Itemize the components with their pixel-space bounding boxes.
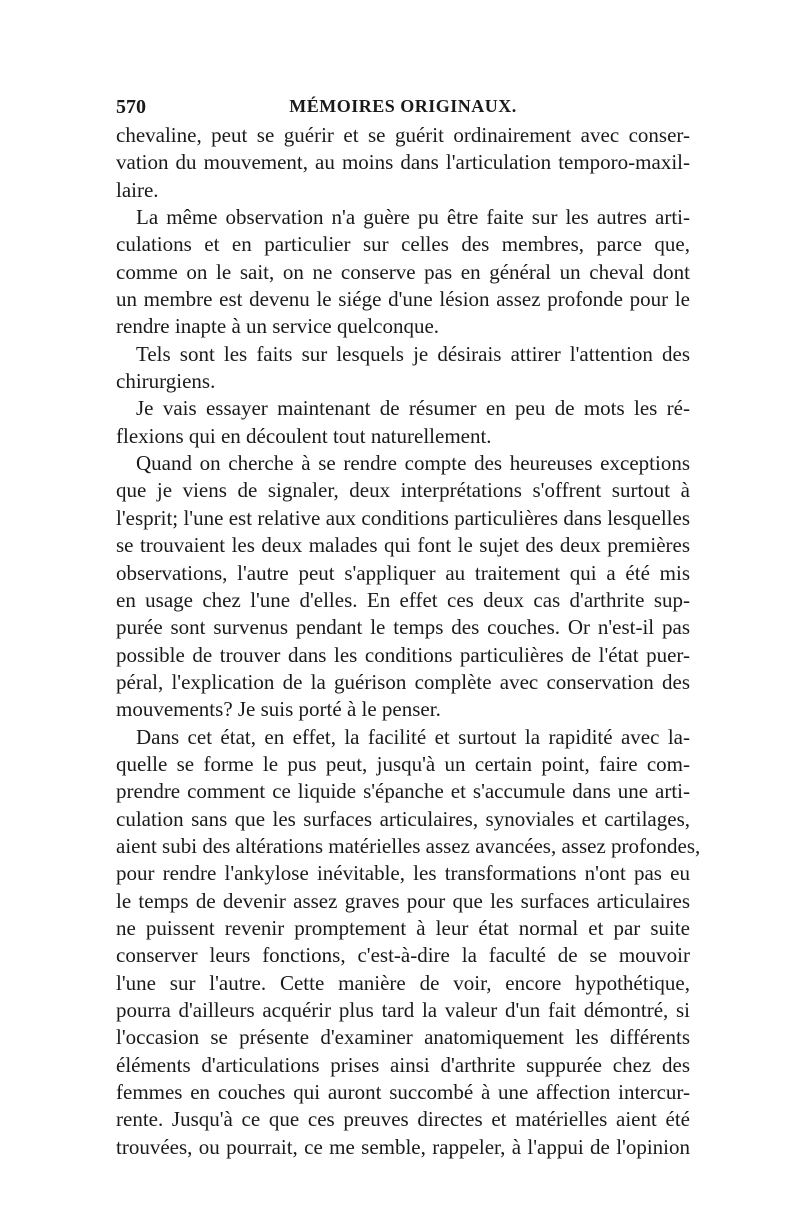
text-line: mouvements? Je suis porté à le penser. xyxy=(116,697,441,722)
text-line: vation du mouvement, au moins dans l'articulation temporo-maxil- xyxy=(116,150,690,175)
text-line: que je viens de signaler, deux interprétations s'offrent surtout à xyxy=(116,478,690,503)
text-line: Tels sont les faits sur lesquels je désirais attirer l'attention des xyxy=(136,341,690,366)
page-number: 570 xyxy=(116,96,146,118)
text-line: trouvées, ou pourrait, ce me semble, rappeler, à l'appui de l'opinion xyxy=(116,1134,690,1159)
text-line: péral, l'explication de la guérison complète avec conservation des xyxy=(116,669,690,694)
text-line: culations et en particulier sur celles des membres, parce que, xyxy=(116,232,690,257)
text-line: comme on le sait, on ne conserve pas en général un cheval dont xyxy=(116,259,690,284)
text-line: l'une sur l'autre. Cette manière de voir, encore hypothétique, xyxy=(116,970,690,995)
text-line: éléments d'articulations prises ainsi d'arthrite suppurée chez des xyxy=(116,1052,690,1077)
text-line: chirurgiens. xyxy=(116,369,216,394)
text-line: prendre comment ce liquide s'épanche et s'accumule dans une arti- xyxy=(116,779,690,804)
text-line: possible de trouver dans les conditions particulières de l'état puer- xyxy=(116,642,690,667)
text-line: le temps de devenir assez graves pour que les surfaces articulaires xyxy=(116,888,690,913)
text-line: laire. xyxy=(116,177,159,202)
text-line: rente. Jusqu'à ce que ces preuves directes et matérielles aient été xyxy=(116,1107,690,1132)
text-line: La même observation n'a guère pu être faite sur les autres arti- xyxy=(136,205,690,230)
text-line: aient subi des altérations matérielles assez avancées, assez profondes, xyxy=(116,833,701,858)
text-line: observations, l'autre peut s'appliquer au traitement qui a été mis xyxy=(116,560,690,585)
text-line: un membre est devenu le siége d'une lésion assez profonde pour le xyxy=(116,287,690,312)
text-line: se trouvaient les deux malades qui font le sujet des deux premières xyxy=(116,533,690,558)
text-line: culation sans que les surfaces articulaires, synoviales et cartilages, xyxy=(116,806,690,831)
text-line: femmes en couches qui auront succombé à une affection intercur- xyxy=(116,1080,690,1105)
text-line: ne puissent revenir promptement à leur état normal et par suite xyxy=(116,915,690,940)
text-line: flexions qui en découlent tout naturellement. xyxy=(116,423,492,448)
text-line: chevaline, peut se guérir et se guérit ordinairement avec conser- xyxy=(116,123,690,147)
text-line: en usage chez l'une d'elles. En effet ces deux cas d'arthrite sup- xyxy=(116,587,690,612)
text-line: Dans cet état, en effet, la facilité et surtout la rapidité avec la- xyxy=(136,724,690,749)
text-line: pourra d'ailleurs acquérir plus tard la valeur d'un fait démontré, si xyxy=(116,998,690,1022)
text-line: rendre inapte à un service quelconque. xyxy=(116,314,440,339)
text-line: quelle se forme le pus peut, jusqu'à un certain point, faire com- xyxy=(116,751,690,776)
body-text xyxy=(116,122,701,1161)
text-line: Je vais essayer maintenant de résumer en peu de mots les ré- xyxy=(136,396,690,421)
text-line: purée sont survenus pendant le temps des couches. Or n'est-il pas xyxy=(116,615,690,640)
text-line: pour rendre l'ankylose inévitable, les transformations n'ont pas eu xyxy=(116,861,690,886)
text-line: l'esprit; l'une est relative aux conditions particulières dans lesquelles xyxy=(116,505,690,530)
text-line: Quand on cherche à se rendre compte des heureuses exceptions xyxy=(136,451,690,476)
running-title: MÉMOIRES ORIGINAUX. xyxy=(289,96,517,116)
text-line: l'occasion se présente d'examiner anatomiquement les différents xyxy=(116,1025,690,1050)
text-line: conserver leurs fonctions, c'est-à-dire la faculté de se mouvoir xyxy=(116,943,690,968)
